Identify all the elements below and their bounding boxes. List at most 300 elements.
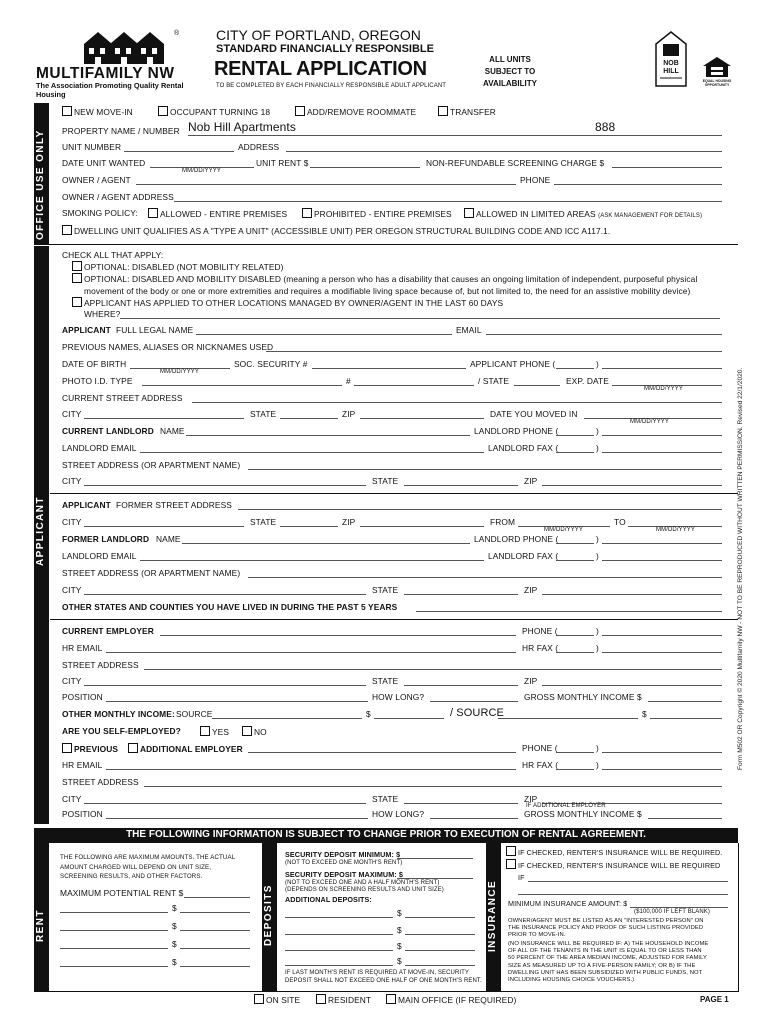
unit-row [62,142,722,154]
main-office-checkbox[interactable] [386,994,396,1004]
former-landlord-fax-field[interactable] [602,560,722,561]
optional-disabled-label: OPTIONAL: DISABLED (NOT MOBILITY RELATED) [84,262,284,273]
hr-email-field[interactable] [106,652,516,653]
office-divider [34,244,738,245]
form-subtitle: STANDARD FINANCIALLY RESPONSIBLE [216,43,434,55]
gross-monthly-label: GROSS MONTHLY INCOME $ [524,692,642,702]
prev-how-long-label: HOW LONG? [372,809,425,819]
rent-dollar-4: $ [172,957,177,967]
current-employer-field[interactable] [160,635,516,636]
rent-label: RENT [35,909,46,942]
previous-employer-checkbox[interactable] [62,743,72,753]
nob-hill-text: NOB HILL [663,60,679,75]
transfer-label: TRANSFER [450,107,496,117]
zip-label: ZIP [342,409,356,419]
date-format-hint: MM/DD/YYYY [182,168,222,174]
date-rent-row [62,158,722,176]
income-source-2-field[interactable] [498,718,638,719]
former-street-row [62,500,722,512]
source-label: SOURCE [176,709,213,719]
landlord-name-label: NAME [160,426,185,436]
employer-city-row [62,676,722,688]
deposit-dollar-3: $ [397,941,402,951]
hr-fax-label: HR FAX ( [522,643,559,653]
equal-housing-text: EQUAL HOUSING OPPORTUNITY [702,79,732,87]
hr-email-label: HR EMAIL [62,643,103,653]
new-move-in-label: NEW MOVE-IN [74,107,133,117]
rent-desc-field-1[interactable] [60,912,168,913]
from-label: FROM [490,517,516,527]
former-landlord-email-row [62,551,722,563]
availability-line: AVAILABILITY [483,79,537,88]
multifamily-nw-logo [34,30,204,99]
rent-dollar-2: $ [172,921,177,931]
prev-hr-email-field[interactable] [106,769,516,770]
prev-position-label: POSITION [62,809,103,819]
former-landlord-name-field[interactable] [182,543,470,544]
photo-id-hash: # [346,376,351,386]
if-additional-label: IF ADDITIONAL EMPLOYER [526,803,606,809]
rent-amount-field-1[interactable] [180,912,250,913]
full-legal-name-field[interactable] [196,334,452,335]
deposit-amount-field-2[interactable] [405,934,475,935]
security-max-note-1: (NOT TO EXCEED ONE AND A HALF MONTH'S RENT) [285,880,440,886]
mobility-disabled-label: OPTIONAL: DISABLED AND MOBILITY DISABLED (meaning a person who has a disability that causes an ongoing limitation of independent, purposeful physical [84,274,698,285]
optional-disabled-checkbox[interactable] [72,261,82,271]
former-street-label: FORMER STREET ADDRESS [116,500,232,510]
position-label: POSITION [62,692,103,702]
prev-employer-street-row [62,777,722,789]
current-street-field[interactable] [192,402,722,403]
employer-street-field[interactable] [144,669,722,670]
former-landlord-zip-label: ZIP [524,585,538,595]
owner-must-line: PRIOR TO MOVE-IN. [508,932,566,939]
dob-row [62,359,722,377]
add-remove-roommate-label: ADD/REMOVE ROOMMATE [307,107,417,117]
current-landlord-zip-field[interactable] [542,485,722,486]
former-landlord-fax-label: LANDLORD FAX ( [488,551,559,561]
current-landlord-state-field[interactable] [404,485,518,486]
former-landlord-state-field[interactable] [404,594,518,595]
rent-amount-field-3[interactable] [180,948,250,949]
prev-employer-street-field[interactable] [144,786,722,787]
security-min-note: (NOT TO EXCEED ONE MONTH'S RENT) [285,860,403,866]
income-source-field[interactable] [212,718,362,719]
transfer-checkbox[interactable] [438,106,448,116]
applicant-phone-label: APPLICANT PHONE ( [470,359,556,369]
prev-employer-state-label: STATE [372,794,399,804]
submission-location-row [254,994,554,1006]
rent-desc-field-4[interactable] [60,966,168,967]
former-city-row [62,517,722,535]
city-label: CITY [62,409,82,419]
rent-desc-field-2[interactable] [60,930,168,931]
former-phone-paren: ) [596,534,599,544]
landlord-fax-paren: ) [596,443,599,453]
deposit-amount-field-4[interactable] [405,965,475,966]
screening-charge-field[interactable] [612,167,722,168]
additional-employer-checkbox[interactable] [128,743,138,753]
owner-agent-address-field[interactable] [174,201,722,202]
resident-label: RESIDENT [328,995,372,1005]
max-rent-row [60,888,260,900]
city-title: CITY OF PORTLAND, OREGON [216,27,421,43]
check-all-label: CHECK ALL THAT APPLY: [62,250,164,260]
logo-tagline: The Association Promoting Quality Rental Housing [36,81,184,99]
previous-employer-field[interactable] [248,752,516,753]
prev-position-row [62,803,722,821]
current-zip-field[interactable] [360,418,484,419]
rent-dollar-3: $ [172,939,177,949]
security-min-field[interactable] [397,858,473,859]
former-landlord-zip-field[interactable] [542,594,722,595]
self-employed-no-label: NO [254,727,267,737]
unit-number-field[interactable] [124,151,234,152]
new-move-in-checkbox[interactable] [62,106,72,116]
hr-email-row [62,643,722,655]
prev-position-field[interactable] [106,818,368,819]
applicant-bold-label-2: APPLICANT [62,500,111,510]
office-checks [62,106,722,118]
no-insurance-line: 50 PERCENT OF THE AREA MEDIAN INCOME, ADJUSTED FOR FAMILY [508,955,707,962]
gross-monthly-field[interactable] [648,701,722,702]
current-street-row [62,393,722,405]
former-landlord-label: FORMER LANDLORD [62,534,150,544]
current-landlord-street-row [62,460,722,472]
other-locations-label: APPLICANT HAS APPLIED TO OTHER LOCATIONS MANAGED BY OWNER/AGENT IN THE LAST 60 DAYS [84,297,504,308]
smoking-limited-label: ALLOWED IN LIMITED AREAS [476,209,596,219]
deposit-desc-field-3[interactable] [285,950,393,951]
rent-description [60,853,260,882]
deposit-dollar-1: $ [397,908,402,918]
office-use-label: OFFICE USE ONLY [35,129,46,240]
current-landlord-phone-field[interactable] [602,435,722,436]
employer-phone-field[interactable] [602,635,722,636]
owner-row [62,175,722,187]
to-label: TO [614,517,626,527]
occupant-turning-18-checkbox[interactable] [158,106,168,116]
employer-zip-label: ZIP [524,676,538,686]
where-label: WHERE? [84,309,121,320]
unit-rent-field[interactable] [310,167,420,168]
nob-hill-logo [652,30,690,88]
availability-note [470,54,550,90]
former-landlord-street-field[interactable] [248,577,722,578]
hr-fax-field[interactable] [602,652,722,653]
applicant-name-row [62,325,722,337]
landlord-email-label: LANDLORD EMAIL [62,443,137,453]
previous-employer-label: PREVIOUS [74,744,119,754]
self-employed-yes-label: YES [212,727,230,737]
property-number-value[interactable]: 888 [595,120,616,134]
prev-employer-city-row [62,794,722,806]
former-landlord-city-row [62,585,722,597]
deposit-dollar-4: $ [397,956,402,966]
current-landlord-name-field[interactable] [186,435,470,436]
prev-how-long-field[interactable] [430,818,518,819]
prev-employer-state-field[interactable] [404,803,518,804]
employer-phone-paren: ) [596,626,599,636]
income-dollar-label: $ [366,709,371,719]
property-name-label: PROPERTY NAME / NUMBER [62,126,180,136]
address-label: ADDRESS [238,142,280,152]
former-street-field[interactable] [238,509,722,510]
landlord-street-label: STREET ADDRESS (OR APARTMENT NAME) [62,460,241,470]
rent-desc-line: AMOUNT CHARGED WILL DEPEND ON UNIT SIZE, [60,863,212,871]
add-remove-roommate-checkbox[interactable] [295,106,305,116]
no-insurance-line: INCLUDING HOUSING CHOICE VOUCHERS.) [508,977,635,984]
former-state-label: STATE [250,517,277,527]
how-long-label: HOW LONG? [372,692,425,702]
photo-id-row [62,376,722,394]
self-employed-yes-checkbox[interactable] [200,726,210,736]
current-landlord-fax-field[interactable] [602,452,722,453]
applicant-divider-2 [50,619,738,620]
smoking-prohibited-checkbox[interactable] [302,208,312,218]
former-landlord-name-label: NAME [156,534,181,544]
previous-names-field[interactable] [266,351,722,352]
mobility-disabled-checkbox[interactable] [72,273,82,283]
how-long-field[interactable] [430,701,518,702]
min-insurance-field[interactable] [630,907,728,908]
prev-employer-phone-label: PHONE ( [522,743,558,753]
deposit-dollar-2: $ [397,925,402,935]
default-amount-note: ($100,000 IF LEFT BLANK) [634,909,710,915]
deposits-block [285,848,495,988]
state-label: STATE [250,409,277,419]
current-landlord-city-field[interactable] [84,485,366,486]
current-landlord-email-field[interactable] [140,452,484,453]
former-landlord-phone-label: LANDLORD PHONE ( [474,534,559,544]
copyright-notice: Form M502 OR Copyright © 2020 Multifamily NW - NOT TO BE REPRODUCED WITHOUT WRITTEN PERMISSION. Revised 22/1/2020. [737,367,744,770]
current-landlord-street-field[interactable] [248,469,722,470]
other-states-row [62,602,722,614]
type-a-row [62,225,734,237]
smoking-limited-checkbox[interactable] [464,208,474,218]
owner-agent-field[interactable] [136,184,516,185]
occupant-turning-18-label: OCCUPANT TURNING 18 [170,107,271,117]
former-fax-paren: ) [596,551,599,561]
to-format-hint: MM/DD/YYYY [656,527,696,533]
photo-id-label: PHOTO I.D. TYPE [62,376,133,386]
former-state-field[interactable] [280,526,338,527]
deposit-desc-field-2[interactable] [285,934,393,935]
owner-must-line: THE INSURANCE POLICY AND PROOF OF SUCH LISTING PROVIDED [508,925,704,932]
previous-names-label: PREVIOUS NAMES, ALIASES OR NICKNAMES USED [62,342,274,352]
smoking-prohibited-label: PROHIBITED - ENTIRE PREMISES [314,209,452,219]
smoking-policy-label: SMOKING POLICY: [62,208,138,218]
id-state-field[interactable] [514,385,560,386]
current-employer-label: CURRENT EMPLOYER [62,626,154,636]
employer-state-field[interactable] [404,685,518,686]
registered-mark: ® [174,30,180,37]
current-state-field[interactable] [280,418,338,419]
completion-note: TO BE COMPLETED BY EACH FINANCIALLY RESPONSIBLE ADULT APPLICANT [216,83,447,89]
resident-checkbox[interactable] [316,994,326,1004]
prev-employer-phone-paren: ) [596,743,599,753]
security-max-field[interactable] [397,878,473,879]
date-unit-wanted-label: DATE UNIT WANTED [62,158,146,168]
property-row [62,120,722,138]
employer-city-field[interactable] [84,685,366,686]
former-landlord-city-label: CITY [62,585,82,595]
prev-hr-fax-label: HR FAX ( [522,760,559,770]
position-field[interactable] [106,701,368,702]
current-landlord-row [62,426,722,438]
insurance-if-field-2[interactable] [518,894,728,895]
deposit-desc-field-4[interactable] [285,965,393,966]
insurance-required-label: IF CHECKED, RENTER'S INSURANCE WILL BE REQUIRED. [518,848,723,857]
office-address-field[interactable] [286,151,722,152]
applicant-phone-field[interactable] [602,368,722,369]
additional-employer-label: ADDITIONAL EMPLOYER [140,744,243,754]
hr-fax-paren: ) [596,643,599,653]
prev-hr-email-label: HR EMAIL [62,760,103,770]
current-landlord-city-row [62,476,722,488]
moved-in-format-hint: MM/DD/YYYY [630,419,670,425]
ssn-label: SOC. SECURITY # [234,359,308,369]
current-city-row [62,409,722,427]
owner-address-row [62,192,722,204]
rental-agreement-notice: THE FOLLOWING INFORMATION IS SUBJECT TO CHANGE PRIOR TO EXECUTION OF RENTAL AGREEMENT. [34,828,738,843]
last-month-note-1: IF LAST MONTH'S RENT IS REQUIRED AT MOVE-IN, SECURITY [285,970,470,976]
income-amount-field[interactable] [374,718,444,719]
date-moved-in-label: DATE YOU MOVED IN [490,409,578,419]
landlord-fax-label: LANDLORD FAX ( [488,443,559,453]
dob-format-hint: MM/DD/YYYY [160,369,200,375]
current-employer-row [62,626,722,638]
prev-employer-city-label: CITY [62,794,82,804]
owner-agent-label: OWNER / AGENT [62,175,131,185]
owner-phone-field[interactable] [554,184,722,185]
type-a-label: DWELLING UNIT QUALIFIES AS A "TYPE A UNIT" (ACCESSIBLE UNIT) PER OREGON STRUCTURAL BUILDING CODE AND ICC A117.1. [74,226,611,236]
position-row [62,692,722,704]
smoking-allowed-checkbox[interactable] [148,208,158,218]
smoking-note: (ASK MANAGEMENT FOR DETAILS) [598,213,703,219]
deposit-amount-field-1[interactable] [405,917,475,918]
former-landlord-state-label: STATE [372,585,399,595]
unit-number-label: UNIT NUMBER [62,142,122,152]
former-landlord-phone-field[interactable] [602,543,722,544]
prev-hr-fax-field[interactable] [602,769,722,770]
former-landlord-street-label: STREET ADDRESS (OR APARTMENT NAME) [62,568,241,578]
check-all-block [62,250,732,320]
applicant-divider-1 [50,493,738,494]
prev-employer-zip-label: ZIP [524,794,538,804]
email-field[interactable] [486,334,722,335]
logo-name: MULTIFAMILY NW [36,65,175,82]
rent-dollar-1: $ [172,903,177,913]
security-max-note-2: (DEPENDS ON SCREENING RESULTS AND UNIT SIZE) [285,887,444,893]
former-city-label: CITY [62,517,82,527]
previous-names-row [62,342,722,354]
last-month-note-2: DEPOSIT SHALL NOT EXCEED ONE HALF OF ONE MONTH'S RENT. [285,978,482,984]
where-field[interactable] [120,318,720,319]
other-states-field[interactable] [416,611,722,612]
photo-id-type-field[interactable] [142,385,342,386]
prev-gross-monthly-field[interactable] [648,818,722,819]
prev-employer-street-label: STREET ADDRESS [62,777,139,787]
landlord-state-label: STATE [372,476,399,486]
deposit-amount-field-3[interactable] [405,950,475,951]
no-insurance-line: SIZE AS MEASURED UP TO A FIVE-PERSON FAMILY; OR B) IF THE [508,962,696,969]
current-landlord-email-row [62,443,722,455]
other-locations-checkbox[interactable] [72,297,82,307]
previous-employer-row [62,743,722,755]
on-site-checkbox[interactable] [254,994,264,1004]
security-max-label: SECURITY DEPOSIT MAXIMUM: $ [285,870,403,879]
former-landlord-street-row [62,568,722,580]
employer-phone-label: PHONE ( [522,626,558,636]
former-landlord-row [62,534,722,546]
no-insurance-line: OF ALL OF THE TENANTS IN THE UNIT IS EQUAL TO OR LESS THAN [508,948,702,955]
prev-gross-monthly-label: GROSS MONTHLY INCOME $ [524,809,642,819]
prev-employer-phone-field[interactable] [602,752,722,753]
employer-zip-field[interactable] [542,685,722,686]
type-a-checkbox[interactable] [62,225,72,235]
rent-desc-line: THE FOLLOWING ARE MAXIMUM AMOUNTS. THE ACTUAL [60,854,236,861]
smoking-row [62,208,734,220]
photo-id-number-field[interactable] [354,385,474,386]
from-format-hint: MM/DD/YYYY [544,527,584,533]
applicant-bold-label: APPLICANT [62,325,111,335]
email-label: EMAIL [456,325,482,335]
landlord-phone-label: LANDLORD PHONE ( [474,426,559,436]
former-city-field[interactable] [84,526,244,527]
income-amount-2-field[interactable] [650,718,722,719]
former-zip-field[interactable] [360,526,484,527]
insurance-if-label: IF [518,873,525,882]
insurance-required-if-label: IF CHECKED, RENTER'S INSURANCE WILL BE REQUIRED [518,861,721,870]
rent-desc-line: SCREENING RESULTS, AND OTHER FACTORS. [60,873,203,881]
self-employed-no-checkbox[interactable] [242,726,252,736]
prev-employer-city-field[interactable] [84,803,366,804]
landlord-phone-paren: ) [596,426,599,436]
current-landlord-label: CURRENT LANDLORD [62,426,154,436]
owner-agent-address-label: OWNER / AGENT ADDRESS [62,192,174,202]
exp-date-label: EXP. DATE [566,376,609,386]
self-employed-label: ARE YOU SELF-EMPLOYED? [62,726,181,736]
property-name-value[interactable]: Nob Hill Apartments [188,120,296,134]
former-landlord-city-field[interactable] [84,594,366,595]
page-title: RENTAL APPLICATION [214,58,427,80]
additional-deposits-label: ADDITIONAL DEPOSITS: [285,895,372,904]
insurance-required-checkbox[interactable] [506,846,516,856]
equal-housing-icon [702,56,736,90]
prev-hr-email-row [62,760,722,772]
full-legal-name-label: FULL LEGAL NAME [116,325,194,335]
max-rent-field[interactable] [184,897,250,898]
landlord-zip-label: ZIP [524,476,538,486]
security-min-label: SECURITY DEPOSIT MINIMUM: $ [285,850,401,859]
rent-desc-field-3[interactable] [60,948,168,949]
rent-amount-field-2[interactable] [180,930,250,931]
prev-hr-fax-paren: ) [596,760,599,770]
rent-amount-rows [60,903,260,973]
id-state-label: / STATE [478,376,510,386]
insurance-if-field[interactable] [528,881,728,882]
former-landlord-email-field[interactable] [140,560,484,561]
deposit-desc-field-1[interactable] [285,917,393,918]
insurance-required-if-checkbox[interactable] [506,859,516,869]
current-city-field[interactable] [84,418,244,419]
income-dollar-2-label: $ [642,709,647,719]
insurance-block [506,846,734,990]
rent-amount-field-4[interactable] [180,966,250,967]
ssn-field[interactable] [312,368,466,369]
max-rent-label: MAXIMUM POTENTIAL RENT $ [60,888,184,898]
former-zip-label: ZIP [342,517,356,527]
